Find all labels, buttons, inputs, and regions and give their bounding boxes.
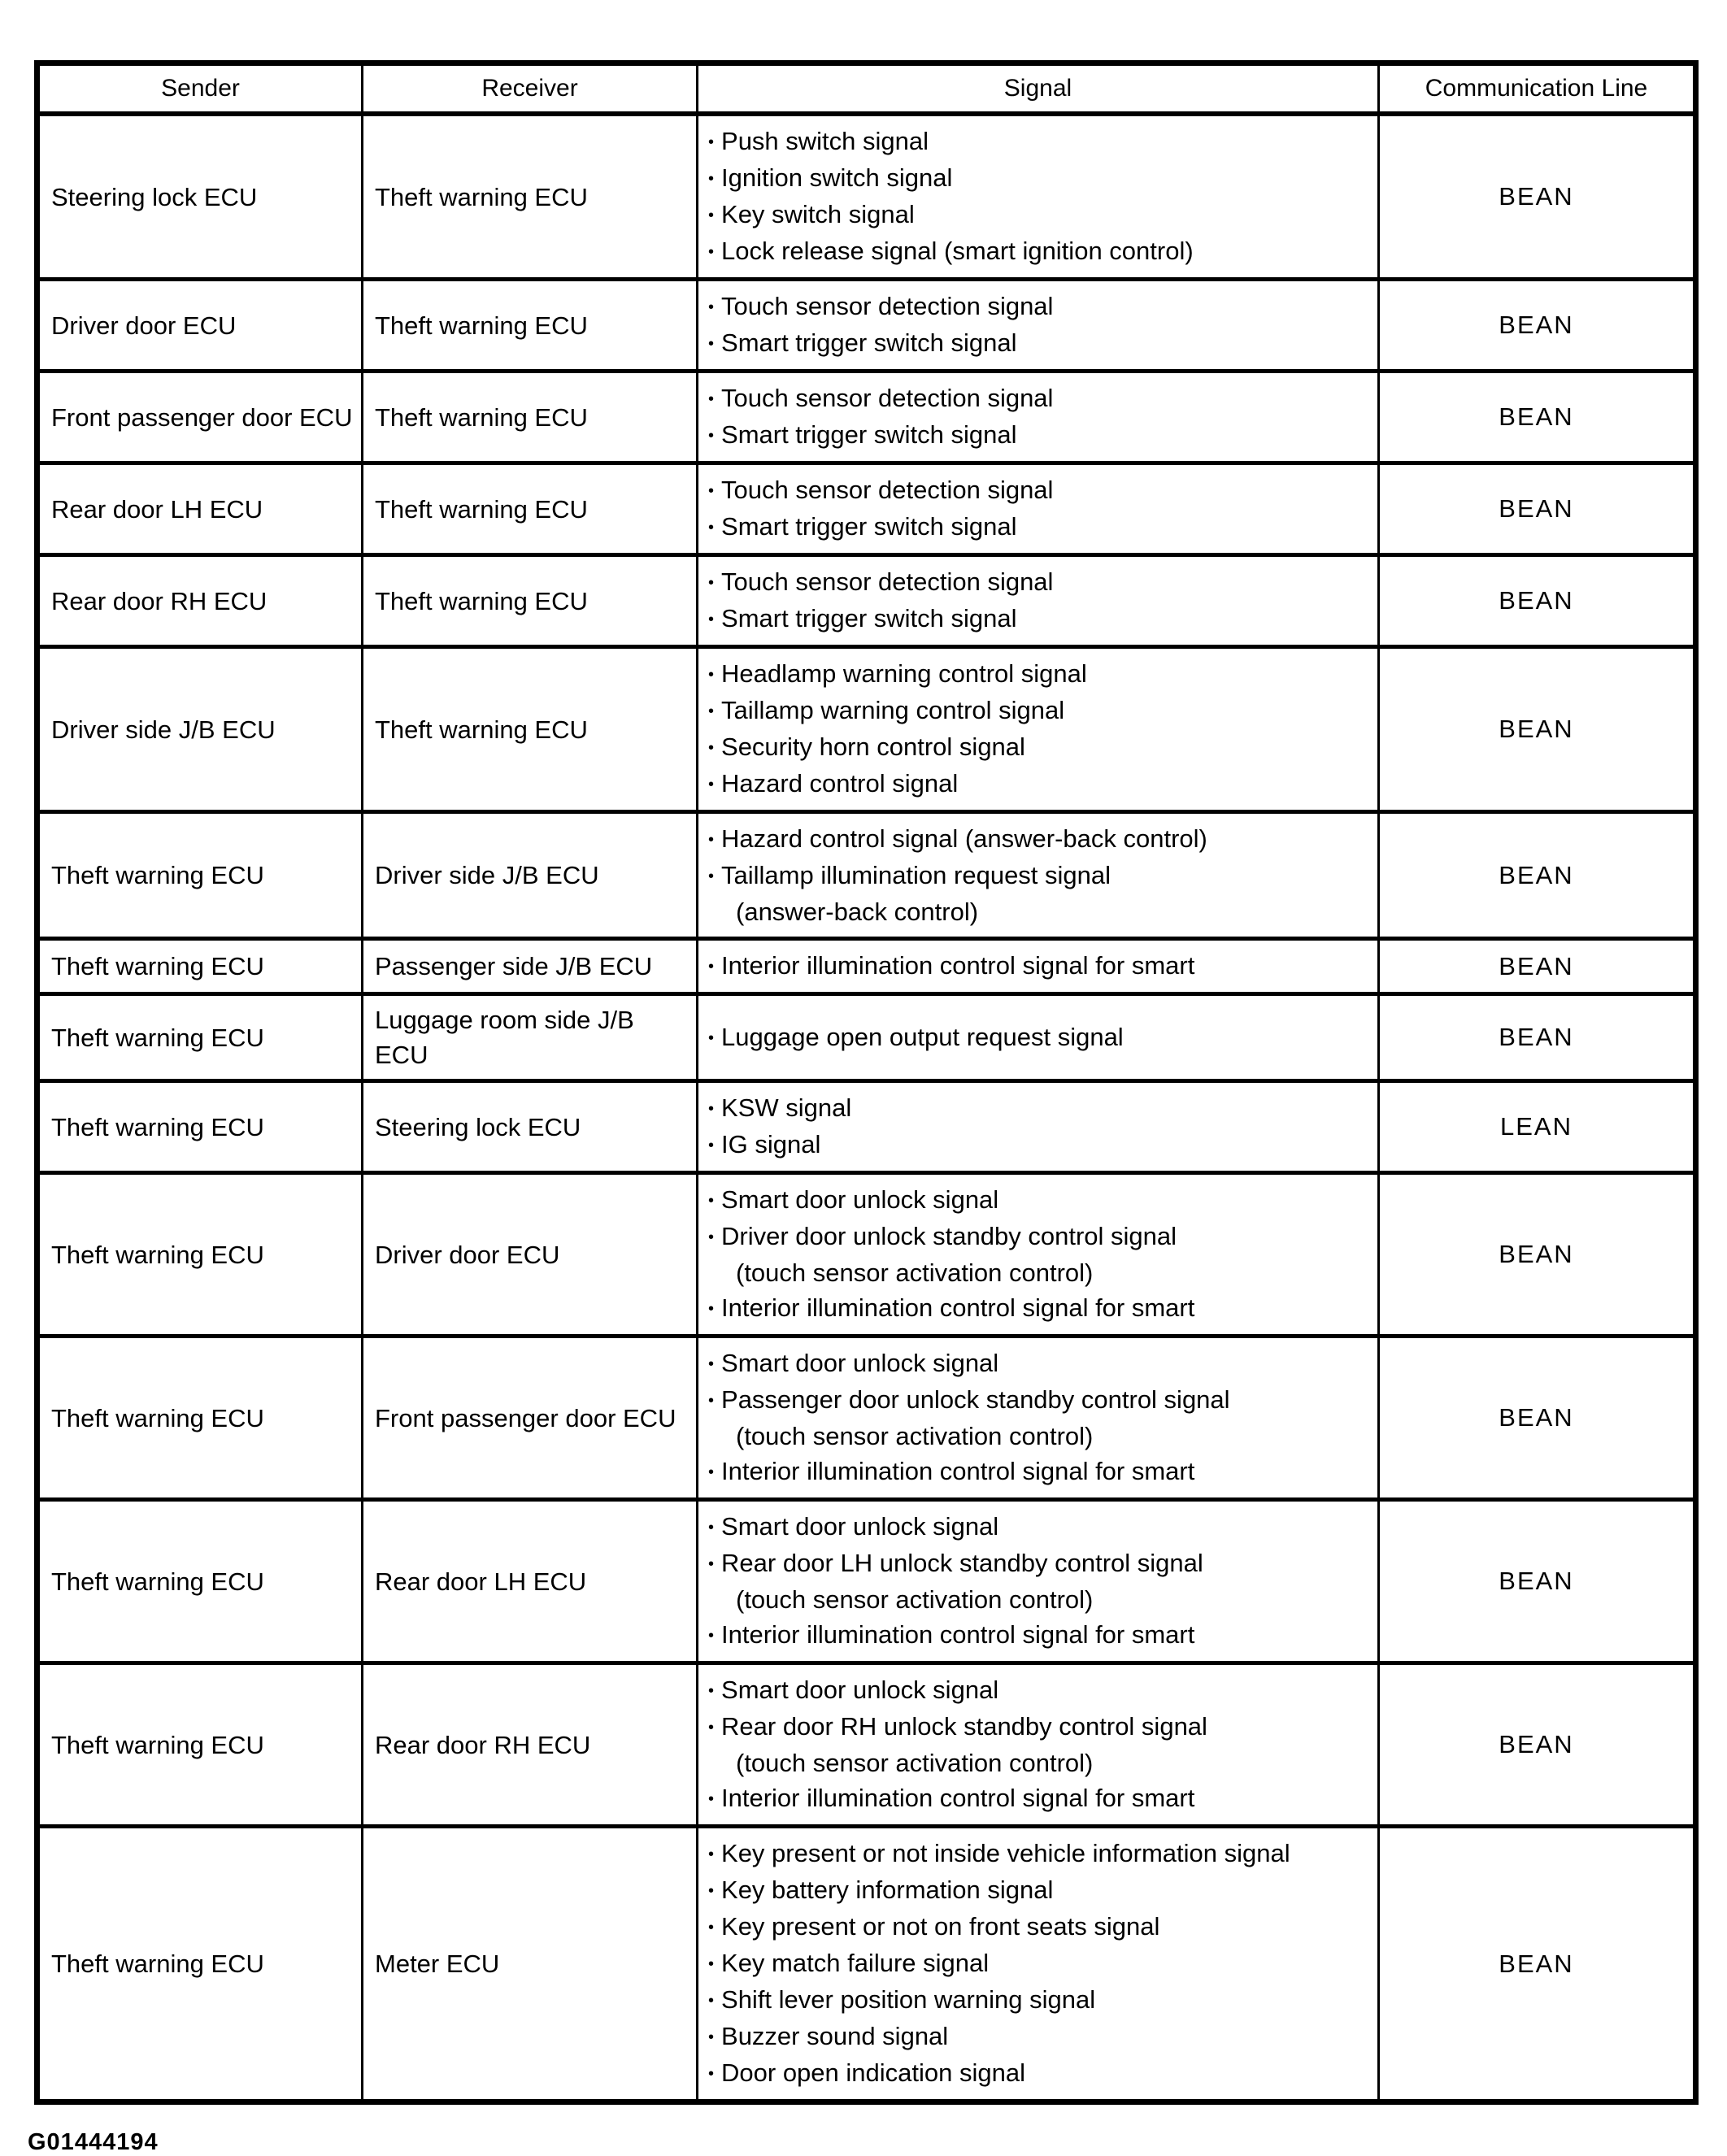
table-row	[37, 994, 1696, 1081]
signal-text: (touch sensor activation control)	[736, 1258, 1094, 1287]
signal-line	[708, 160, 1371, 197]
sender-cell: Theft warning ECU	[37, 1827, 363, 2102]
signal-line	[708, 325, 1371, 362]
signal-text: Driver door unlock standby control signal	[721, 1222, 1177, 1250]
receiver-cell: Theft warning ECU	[363, 463, 698, 555]
signal-text: Smart door unlock signal	[721, 1185, 999, 1214]
sender-cell: Front passenger door ECU	[37, 372, 363, 463]
signal-text: Taillamp illumination request signal	[721, 861, 1111, 889]
signal-text: Hazard control signal (answer-back control)	[721, 824, 1207, 853]
signal-cell	[698, 1827, 1379, 2102]
signal-cell	[698, 114, 1379, 280]
signal-text: Key present or not inside vehicle information signal	[721, 1839, 1290, 1867]
bullet-icon: •	[708, 2065, 715, 2083]
sender-cell: Theft warning ECU	[37, 1173, 363, 1337]
signal-text: Smart door unlock signal	[721, 1349, 999, 1377]
signal-text: Interior illumination control signal for smart	[721, 1293, 1195, 1322]
signal-text: Smart trigger switch signal	[721, 420, 1017, 449]
signal-text: (touch sensor activation control)	[736, 1422, 1094, 1450]
bullet-icon: •	[708, 243, 715, 261]
signal-text: IG signal	[721, 1130, 821, 1158]
signal-text: Buzzer sound signal	[721, 2022, 949, 2050]
signal-text: (touch sensor activation control)	[736, 1585, 1094, 1614]
bullet-icon: •	[708, 1192, 715, 1210]
communication-line-cell: BEAN	[1379, 555, 1696, 647]
communication-line-cell: BEAN	[1379, 1663, 1696, 1827]
signal-line	[708, 601, 1371, 637]
signal-line	[708, 1672, 1371, 1709]
communication-line-cell: BEAN	[1379, 372, 1696, 463]
sender-cell: Theft warning ECU	[37, 1337, 363, 1500]
signal-line	[708, 564, 1371, 601]
signal-line	[708, 1909, 1371, 1945]
signal-line	[708, 124, 1371, 160]
sender-cell: Steering lock ECU	[37, 114, 363, 280]
signal-text: Touch sensor detection signal	[721, 292, 1054, 320]
communication-line-cell: BEAN	[1379, 1500, 1696, 1663]
signal-line	[708, 233, 1371, 270]
signal-line	[708, 2019, 1371, 2055]
signal-text: Key present or not on front seats signal	[721, 1912, 1160, 1941]
bullet-icon: •	[708, 335, 715, 353]
signal-text: Hazard control signal	[721, 769, 959, 798]
signal-text: Headlamp warning control signal	[721, 659, 1087, 688]
bullet-icon: •	[708, 611, 715, 628]
table-row	[37, 372, 1696, 463]
table-row	[37, 1827, 1696, 2102]
signal-line	[708, 766, 1371, 802]
signal-line	[708, 656, 1371, 693]
bullet-icon: •	[708, 427, 715, 445]
header-communication-line: Communication Line	[1379, 63, 1696, 115]
signal-line	[708, 1419, 1371, 1454]
receiver-cell: Front passenger door ECU	[363, 1337, 698, 1500]
signal-line	[708, 1582, 1371, 1617]
receiver-cell: Theft warning ECU	[363, 555, 698, 647]
signal-text: Smart door unlock signal	[721, 1512, 999, 1541]
signal-text: KSW signal	[721, 1093, 852, 1122]
table-row	[37, 647, 1696, 812]
signal-line	[708, 2055, 1371, 2092]
signal-cell	[698, 647, 1379, 812]
signal-text: Touch sensor detection signal	[721, 384, 1054, 412]
receiver-cell: Meter ECU	[363, 1827, 698, 2102]
receiver-cell: Theft warning ECU	[363, 280, 698, 372]
signal-text: Smart trigger switch signal	[721, 328, 1017, 357]
signal-cell	[698, 280, 1379, 372]
receiver-cell: Theft warning ECU	[363, 114, 698, 280]
signal-text: Interior illumination control signal for smart	[721, 951, 1195, 980]
receiver-cell: Rear door RH ECU	[363, 1663, 698, 1827]
signal-line	[708, 1090, 1371, 1127]
receiver-cell: Luggage room side J/B ECU	[363, 994, 698, 1081]
bullet-icon: •	[708, 1682, 715, 1700]
signal-text: Key battery information signal	[721, 1876, 1054, 1904]
header-receiver: Receiver	[363, 63, 698, 115]
signal-text: Rear door RH unlock standby control signal	[721, 1712, 1207, 1741]
table-row	[37, 1663, 1696, 1827]
ecu-signal-table	[34, 60, 1699, 2105]
signal-line	[708, 1872, 1371, 1909]
communication-line-cell: BEAN	[1379, 647, 1696, 812]
bullet-icon: •	[708, 390, 715, 408]
communication-line-cell: BEAN	[1379, 463, 1696, 555]
figure-id: G01444194	[28, 2129, 159, 2155]
bullet-icon: •	[708, 298, 715, 316]
bullet-icon: •	[708, 1355, 715, 1373]
signal-line	[708, 417, 1371, 454]
signal-cell	[698, 372, 1379, 463]
signal-text: Key match failure signal	[721, 1949, 990, 1977]
signal-cell	[698, 1337, 1379, 1500]
bullet-icon: •	[708, 1519, 715, 1537]
bullet-icon: •	[708, 133, 715, 151]
receiver-cell: Driver door ECU	[363, 1173, 698, 1337]
sender-cell: Rear door RH ECU	[37, 555, 363, 647]
signal-line	[708, 289, 1371, 325]
bullet-icon: •	[708, 1555, 715, 1573]
signal-line	[708, 858, 1371, 894]
signal-line	[708, 821, 1371, 858]
header-row	[37, 63, 1696, 115]
communication-line-cell: BEAN	[1379, 1827, 1696, 2102]
bullet-icon: •	[708, 574, 715, 592]
receiver-cell: Passenger side J/B ECU	[363, 939, 698, 994]
signal-text: Interior illumination control signal for smart	[721, 1620, 1195, 1649]
communication-line-cell: BEAN	[1379, 1173, 1696, 1337]
signal-text: Interior illumination control signal for smart	[721, 1457, 1195, 1485]
bullet-icon: •	[708, 519, 715, 537]
signal-line	[708, 1545, 1371, 1582]
signal-cell	[698, 1663, 1379, 1827]
signal-text: Passenger door unlock standby control signal	[721, 1385, 1230, 1414]
communication-line-cell: BEAN	[1379, 1337, 1696, 1500]
sender-cell: Theft warning ECU	[37, 812, 363, 939]
signal-line	[708, 1382, 1371, 1419]
signal-text: Interior illumination control signal for smart	[721, 1784, 1195, 1812]
signal-text: Luggage open output request signal	[721, 1022, 1124, 1051]
bullet-icon: •	[708, 1463, 715, 1481]
communication-line-cell: BEAN	[1379, 812, 1696, 939]
signal-text: Key switch signal	[721, 200, 915, 228]
signal-cell	[698, 939, 1379, 994]
bullet-icon: •	[708, 702, 715, 720]
signal-line	[708, 1454, 1371, 1490]
signal-line	[708, 693, 1371, 729]
signal-line	[708, 1617, 1371, 1654]
bullet-icon: •	[708, 1137, 715, 1154]
signal-text: Touch sensor detection signal	[721, 567, 1054, 596]
receiver-cell: Rear door LH ECU	[363, 1500, 698, 1663]
signal-text: (touch sensor activation control)	[736, 1749, 1094, 1777]
bullet-icon: •	[708, 1627, 715, 1645]
bullet-icon: •	[708, 2028, 715, 2046]
signal-line	[708, 1945, 1371, 1982]
communication-line-cell: BEAN	[1379, 994, 1696, 1081]
bullet-icon: •	[708, 666, 715, 684]
bullet-icon: •	[708, 958, 715, 976]
bullet-icon: •	[708, 1919, 715, 1936]
bullet-icon: •	[708, 1028, 715, 1047]
signal-line	[708, 1019, 1371, 1056]
signal-line	[708, 1255, 1371, 1290]
signal-cell	[698, 1081, 1379, 1173]
bullet-icon: •	[708, 1845, 715, 1863]
sender-cell: Theft warning ECU	[37, 1500, 363, 1663]
signal-line	[708, 1709, 1371, 1745]
signal-text: Rear door LH unlock standby control signal	[721, 1549, 1203, 1577]
signal-line	[708, 197, 1371, 233]
signal-line	[708, 948, 1371, 985]
table-body	[37, 114, 1696, 2102]
header-signal: Signal	[698, 63, 1379, 115]
bullet-icon: •	[708, 206, 715, 224]
signal-text: Security horn control signal	[721, 732, 1025, 761]
signal-text: Push switch signal	[721, 127, 929, 155]
signal-line	[708, 1127, 1371, 1163]
signal-cell	[698, 555, 1379, 647]
signal-text: Lock release signal (smart ignition control)	[721, 237, 1194, 265]
communication-line-cell: BEAN	[1379, 114, 1696, 280]
sender-cell: Theft warning ECU	[37, 1081, 363, 1173]
signal-text: Door open indication signal	[721, 2058, 1025, 2087]
receiver-cell: Theft warning ECU	[363, 372, 698, 463]
bullet-icon: •	[708, 1992, 715, 2010]
table-row	[37, 463, 1696, 555]
communication-line-cell: LEAN	[1379, 1081, 1696, 1173]
communication-line-cell: BEAN	[1379, 939, 1696, 994]
receiver-cell: Steering lock ECU	[363, 1081, 698, 1173]
sender-cell: Theft warning ECU	[37, 939, 363, 994]
bullet-icon: •	[708, 867, 715, 885]
bullet-icon: •	[708, 831, 715, 849]
signal-text: Smart trigger switch signal	[721, 604, 1017, 632]
signal-line	[708, 1745, 1371, 1780]
bullet-icon: •	[708, 1100, 715, 1118]
sender-cell: Driver side J/B ECU	[37, 647, 363, 812]
receiver-cell: Theft warning ECU	[363, 647, 698, 812]
sender-cell: Theft warning ECU	[37, 1663, 363, 1827]
bullet-icon: •	[708, 482, 715, 500]
sender-cell: Theft warning ECU	[37, 994, 363, 1081]
signal-text: Taillamp warning control signal	[721, 696, 1065, 724]
communication-line-cell: BEAN	[1379, 280, 1696, 372]
table-row	[37, 1500, 1696, 1663]
signal-line	[708, 894, 1371, 929]
signal-text: Smart door unlock signal	[721, 1676, 999, 1704]
signal-text: Smart trigger switch signal	[721, 512, 1017, 541]
table-row	[37, 1337, 1696, 1500]
signal-text: Ignition switch signal	[721, 163, 953, 192]
table-row	[37, 1081, 1696, 1173]
table-row	[37, 114, 1696, 280]
table-row	[37, 555, 1696, 647]
bullet-icon: •	[708, 1719, 715, 1737]
signal-cell	[698, 1173, 1379, 1337]
signal-text: Touch sensor detection signal	[721, 476, 1054, 504]
bullet-icon: •	[708, 739, 715, 757]
signal-text: (answer-back control)	[736, 898, 979, 926]
signal-line	[708, 472, 1371, 509]
table-row	[37, 1173, 1696, 1337]
signal-line	[708, 1836, 1371, 1872]
bullet-icon: •	[708, 170, 715, 188]
signal-line	[708, 509, 1371, 546]
signal-line	[708, 1182, 1371, 1219]
signal-line	[708, 729, 1371, 766]
signal-line	[708, 1219, 1371, 1255]
signal-line	[708, 1780, 1371, 1817]
header-sender: Sender	[37, 63, 363, 115]
signal-line	[708, 380, 1371, 417]
bullet-icon: •	[708, 1392, 715, 1410]
bullet-icon: •	[708, 1790, 715, 1808]
signal-cell	[698, 1500, 1379, 1663]
signal-line	[708, 1290, 1371, 1327]
bullet-icon: •	[708, 1882, 715, 1900]
bullet-icon: •	[708, 1228, 715, 1246]
signal-line	[708, 1509, 1371, 1545]
signal-line	[708, 1982, 1371, 2019]
signal-text: Shift lever position warning signal	[721, 1985, 1096, 2014]
table-header	[37, 63, 1696, 115]
table-row	[37, 812, 1696, 939]
bullet-icon: •	[708, 776, 715, 793]
table-row	[37, 280, 1696, 372]
sender-cell: Driver door ECU	[37, 280, 363, 372]
signal-line	[708, 1345, 1371, 1382]
signal-cell	[698, 812, 1379, 939]
bullet-icon: •	[708, 1955, 715, 1973]
table-row	[37, 939, 1696, 994]
sender-cell: Rear door LH ECU	[37, 463, 363, 555]
signal-cell	[698, 463, 1379, 555]
signal-cell	[698, 994, 1379, 1081]
bullet-icon: •	[708, 1300, 715, 1318]
receiver-cell: Driver side J/B ECU	[363, 812, 698, 939]
